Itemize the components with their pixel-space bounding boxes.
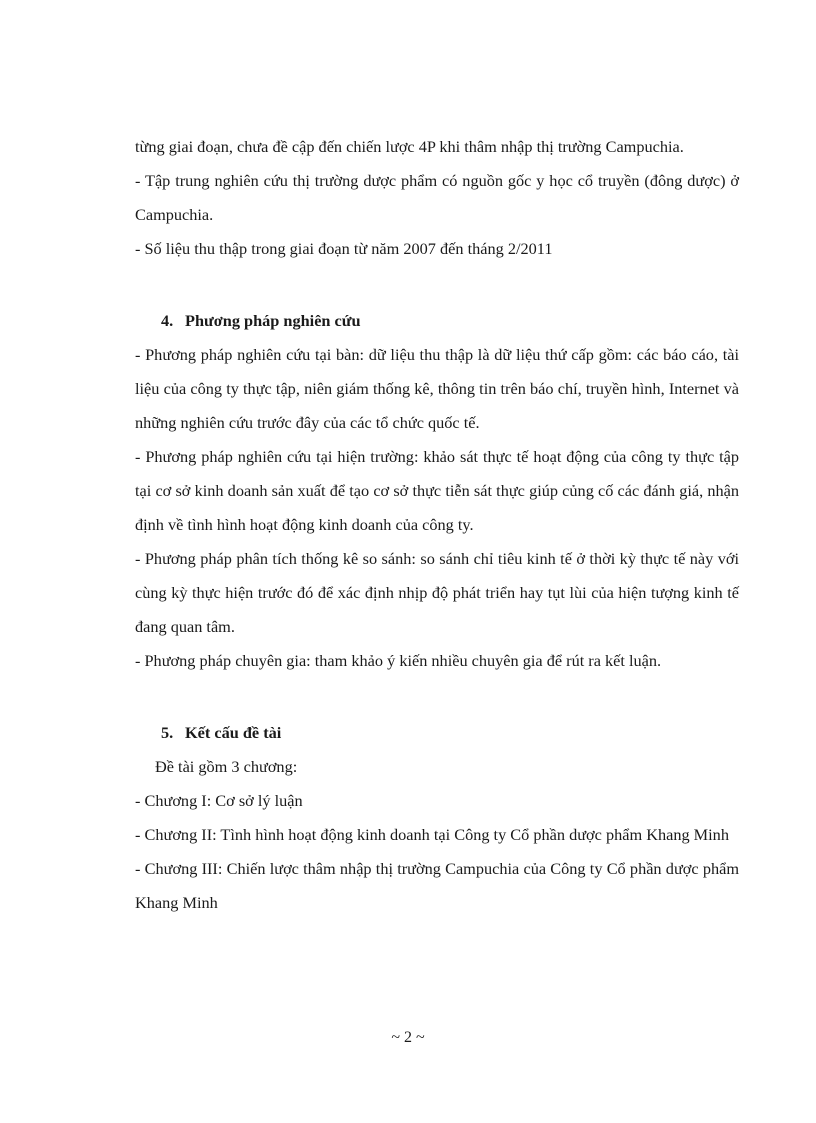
method-desk-research: - Phương pháp nghiên cứu tại bàn: dữ liệu thu thập là dữ liệu thứ cấp gồm: các báo cáo, tài liệu của công ty thực tập, niên giám thống kê, thông tin trên báo chí, truyền hình, Internet và những nghiên cứu trước đây của các tổ chức quốc tế. (135, 345, 739, 432)
section-4-heading (135, 304, 739, 338)
section-5-number: 5. (161, 723, 174, 742)
section-5-title: Kết cấu đề tài (185, 723, 282, 742)
method-statistical-comparison: - Phương pháp phân tích thống kê so sánh: so sánh chỉ tiêu kinh tế ở thời kỳ thực tế này với cùng kỳ thực hiện trước đó để xác định nhịp độ phát triển hay tụt lùi của hiện tượng kinh tế đang quan tâm. (135, 549, 739, 636)
scope-bullet-traditional-medicine: - Tập trung nghiên cứu thị trường dược phẩm có nguồn gốc y học cổ truyền (đông dược) ở Campuchia. (135, 171, 739, 224)
chapter-1-item: - Chương I: Cơ sở lý luận (135, 791, 303, 810)
document-page (135, 130, 739, 920)
spacer (135, 678, 739, 716)
scope-bullet-data-period: - Số liệu thu thập trong giai đoạn từ năm 2007 đến tháng 2/2011 (135, 239, 553, 258)
section-4-title: Phương pháp nghiên cứu (185, 311, 361, 330)
scope-continuation-paragraph: từng giai đoạn, chưa đề cập đến chiến lược 4P khi thâm nhập thị trường Campuchia. (135, 137, 684, 156)
method-expert: - Phương pháp chuyên gia: tham khảo ý kiến nhiều chuyên gia để rút ra kết luận. (135, 651, 662, 670)
method-field-research: - Phương pháp nghiên cứu tại hiện trường: khảo sát thực tế hoạt động của công ty thực tập tại cơ sở kinh doanh sản xuất để tạo cơ sở thực tiễn sát thực giúp củng cố các đánh giá, nhận định về tình hình hoạt động kinh doanh của công ty. (135, 447, 739, 534)
chapter-2-item: - Chương II: Tình hình hoạt động kinh doanh tại Công ty Cổ phần dược phẩm Khang Minh (135, 825, 729, 844)
section-4-number: 4. (161, 311, 174, 330)
chapter-3-item: - Chương III: Chiến lược thâm nhập thị trường Campuchia của Công ty Cổ phần dược phẩm Khang Minh (135, 859, 739, 912)
structure-intro: Đề tài gồm 3 chương: (155, 757, 298, 776)
section-5-heading (135, 716, 739, 750)
page-number: ~ 2 ~ (391, 1029, 425, 1046)
spacer (135, 266, 739, 304)
